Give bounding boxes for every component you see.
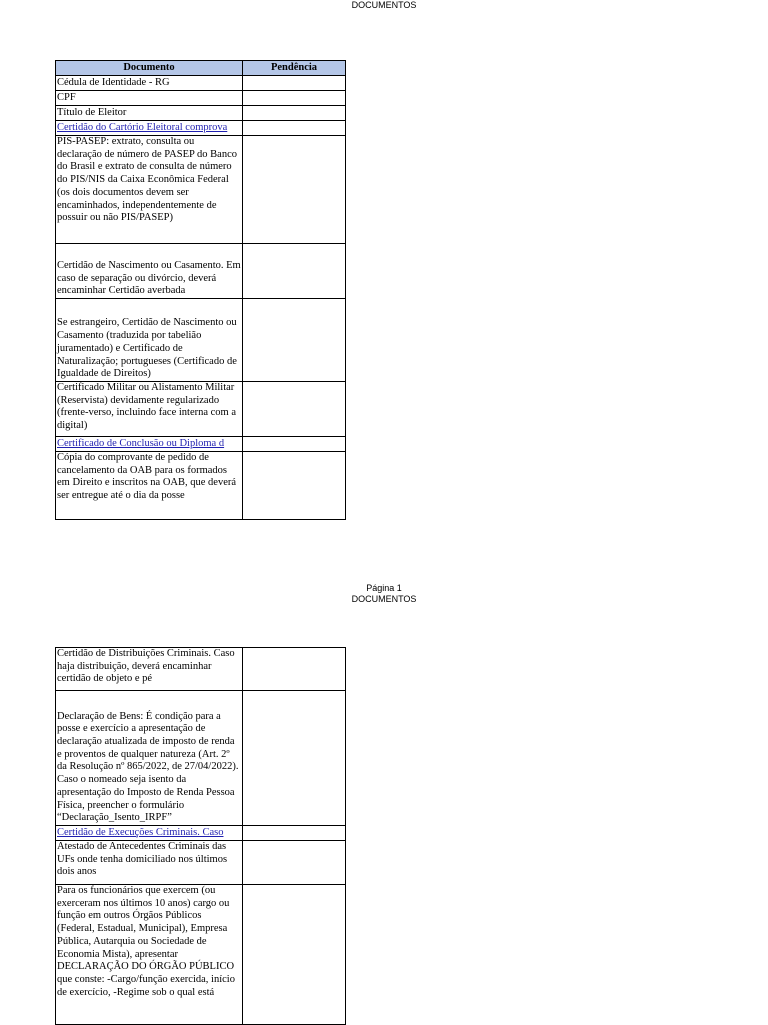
pendencia-cell[interactable]: [243, 691, 346, 826]
document-cell: Certificado Militar ou Alistamento Militar (Reservista) devidamente regularizado (frente-verso, incluindo face interna com a digital): [56, 382, 243, 437]
document-cell: Certidão de Distribuições Criminais. Caso haja distribuição, deverá encaminhar certidão de objeto e pé: [56, 648, 243, 691]
table-row: [56, 121, 346, 136]
document-cell: Título de Eleitor: [56, 106, 243, 121]
column-header-documento: Documento: [56, 61, 243, 76]
document-cell: Certidão de Nascimento ou Casamento. Em caso de separação ou divórcio, deverá encaminhar Certidão averbada: [56, 244, 243, 299]
pendencia-cell[interactable]: [243, 76, 346, 91]
table-header-row: [56, 61, 346, 76]
column-header-pendencia: Pendência: [243, 61, 346, 76]
documents-table-page2: [55, 647, 346, 1025]
sheet-title-page2: DOCUMENTOS: [351, 594, 417, 604]
pendencia-cell[interactable]: [243, 106, 346, 121]
pendencia-cell[interactable]: [243, 885, 346, 1025]
document-link-cell[interactable]: Certificado de Conclusão ou Diploma d: [56, 437, 243, 452]
table-row: [56, 437, 346, 452]
pendencia-cell[interactable]: [243, 437, 346, 452]
pendencia-cell[interactable]: [243, 452, 346, 520]
table-row: [56, 826, 346, 841]
pendencia-cell[interactable]: [243, 382, 346, 437]
pendencia-cell[interactable]: [243, 648, 346, 691]
document-cell: Declaração de Bens: É condição para a posse e exercício a apresentação de declaração atualizada de imposto de renda e proventos de qualquer natureza (Art. 2º da Resolução nº 865/2022, de 27/04/2022). Caso o nomeado seja isento da apresentação do Imposto de Renda Pessoa Física, preencher o formulário “Declaração_Isento_IRPF”: [56, 691, 243, 826]
table-row: [56, 299, 346, 382]
pendencia-cell[interactable]: [243, 136, 346, 244]
table-row: [56, 106, 346, 121]
document-cell: Se estrangeiro, Certidão de Nascimento ou Casamento (traduzida por tabelião juramentado) e Certificado de Naturalização; portugueses (Certificado de Igualdade de Direitos): [56, 299, 243, 382]
documents-table-page1: [55, 60, 346, 520]
pendencia-cell[interactable]: [243, 91, 346, 106]
pendencia-cell[interactable]: [243, 841, 346, 885]
document-cell: Cédula de Identidade - RG: [56, 76, 243, 91]
document-cell: Para os funcionários que exercem (ou exerceram nos últimos 10 anos) cargo ou função em outros Órgãos Públicos (Federal, Estadual, Municipal), Empresa Pública, Autarquia ou Sociedade de Economia Mista), apresentar DECLARAÇÃO DO ÓRGÃO PÚBLICO que conste: -Cargo/função exercida, início de exercício, -Regime sob o qual está: [56, 885, 243, 1025]
document-cell: Cópia do comprovante de pedido de cancelamento da OAB para os formados em Direito e inscritos na OAB, que deverá ser entregue até o dia da posse: [56, 452, 243, 520]
table-row: [56, 136, 346, 244]
document-cell: Atestado de Antecedentes Criminais das UFs onde tenha domiciliado nos últimos dois anos: [56, 841, 243, 885]
pendencia-cell[interactable]: [243, 299, 346, 382]
table-row: [56, 691, 346, 826]
document-link-cell[interactable]: Certidão de Execuções Criminais. Caso: [56, 826, 243, 841]
pendencia-cell[interactable]: [243, 826, 346, 841]
document-cell: CPF: [56, 91, 243, 106]
table-row: [56, 648, 346, 691]
sheet-title-page1: DOCUMENTOS: [351, 0, 417, 10]
table-row: [56, 452, 346, 520]
document-link-cell[interactable]: Certidão do Cartório Eleitoral comprova: [56, 121, 243, 136]
table-row: [56, 885, 346, 1025]
table-row: [56, 382, 346, 437]
table-row: [56, 91, 346, 106]
pendencia-cell[interactable]: [243, 121, 346, 136]
table-row: [56, 841, 346, 885]
page-footer: Página 1: [366, 583, 402, 593]
table-row: [56, 76, 346, 91]
document-cell: PIS-PASEP: extrato, consulta ou declaração de número de PASEP do Banco do Brasil e extrato de consulta de número do PIS/NIS da Caixa Econômica Federal (os dois documentos devem ser encaminhados, independentemente de possuir ou não PIS/PASEP): [56, 136, 243, 244]
pendencia-cell[interactable]: [243, 244, 346, 299]
table-row: [56, 244, 346, 299]
